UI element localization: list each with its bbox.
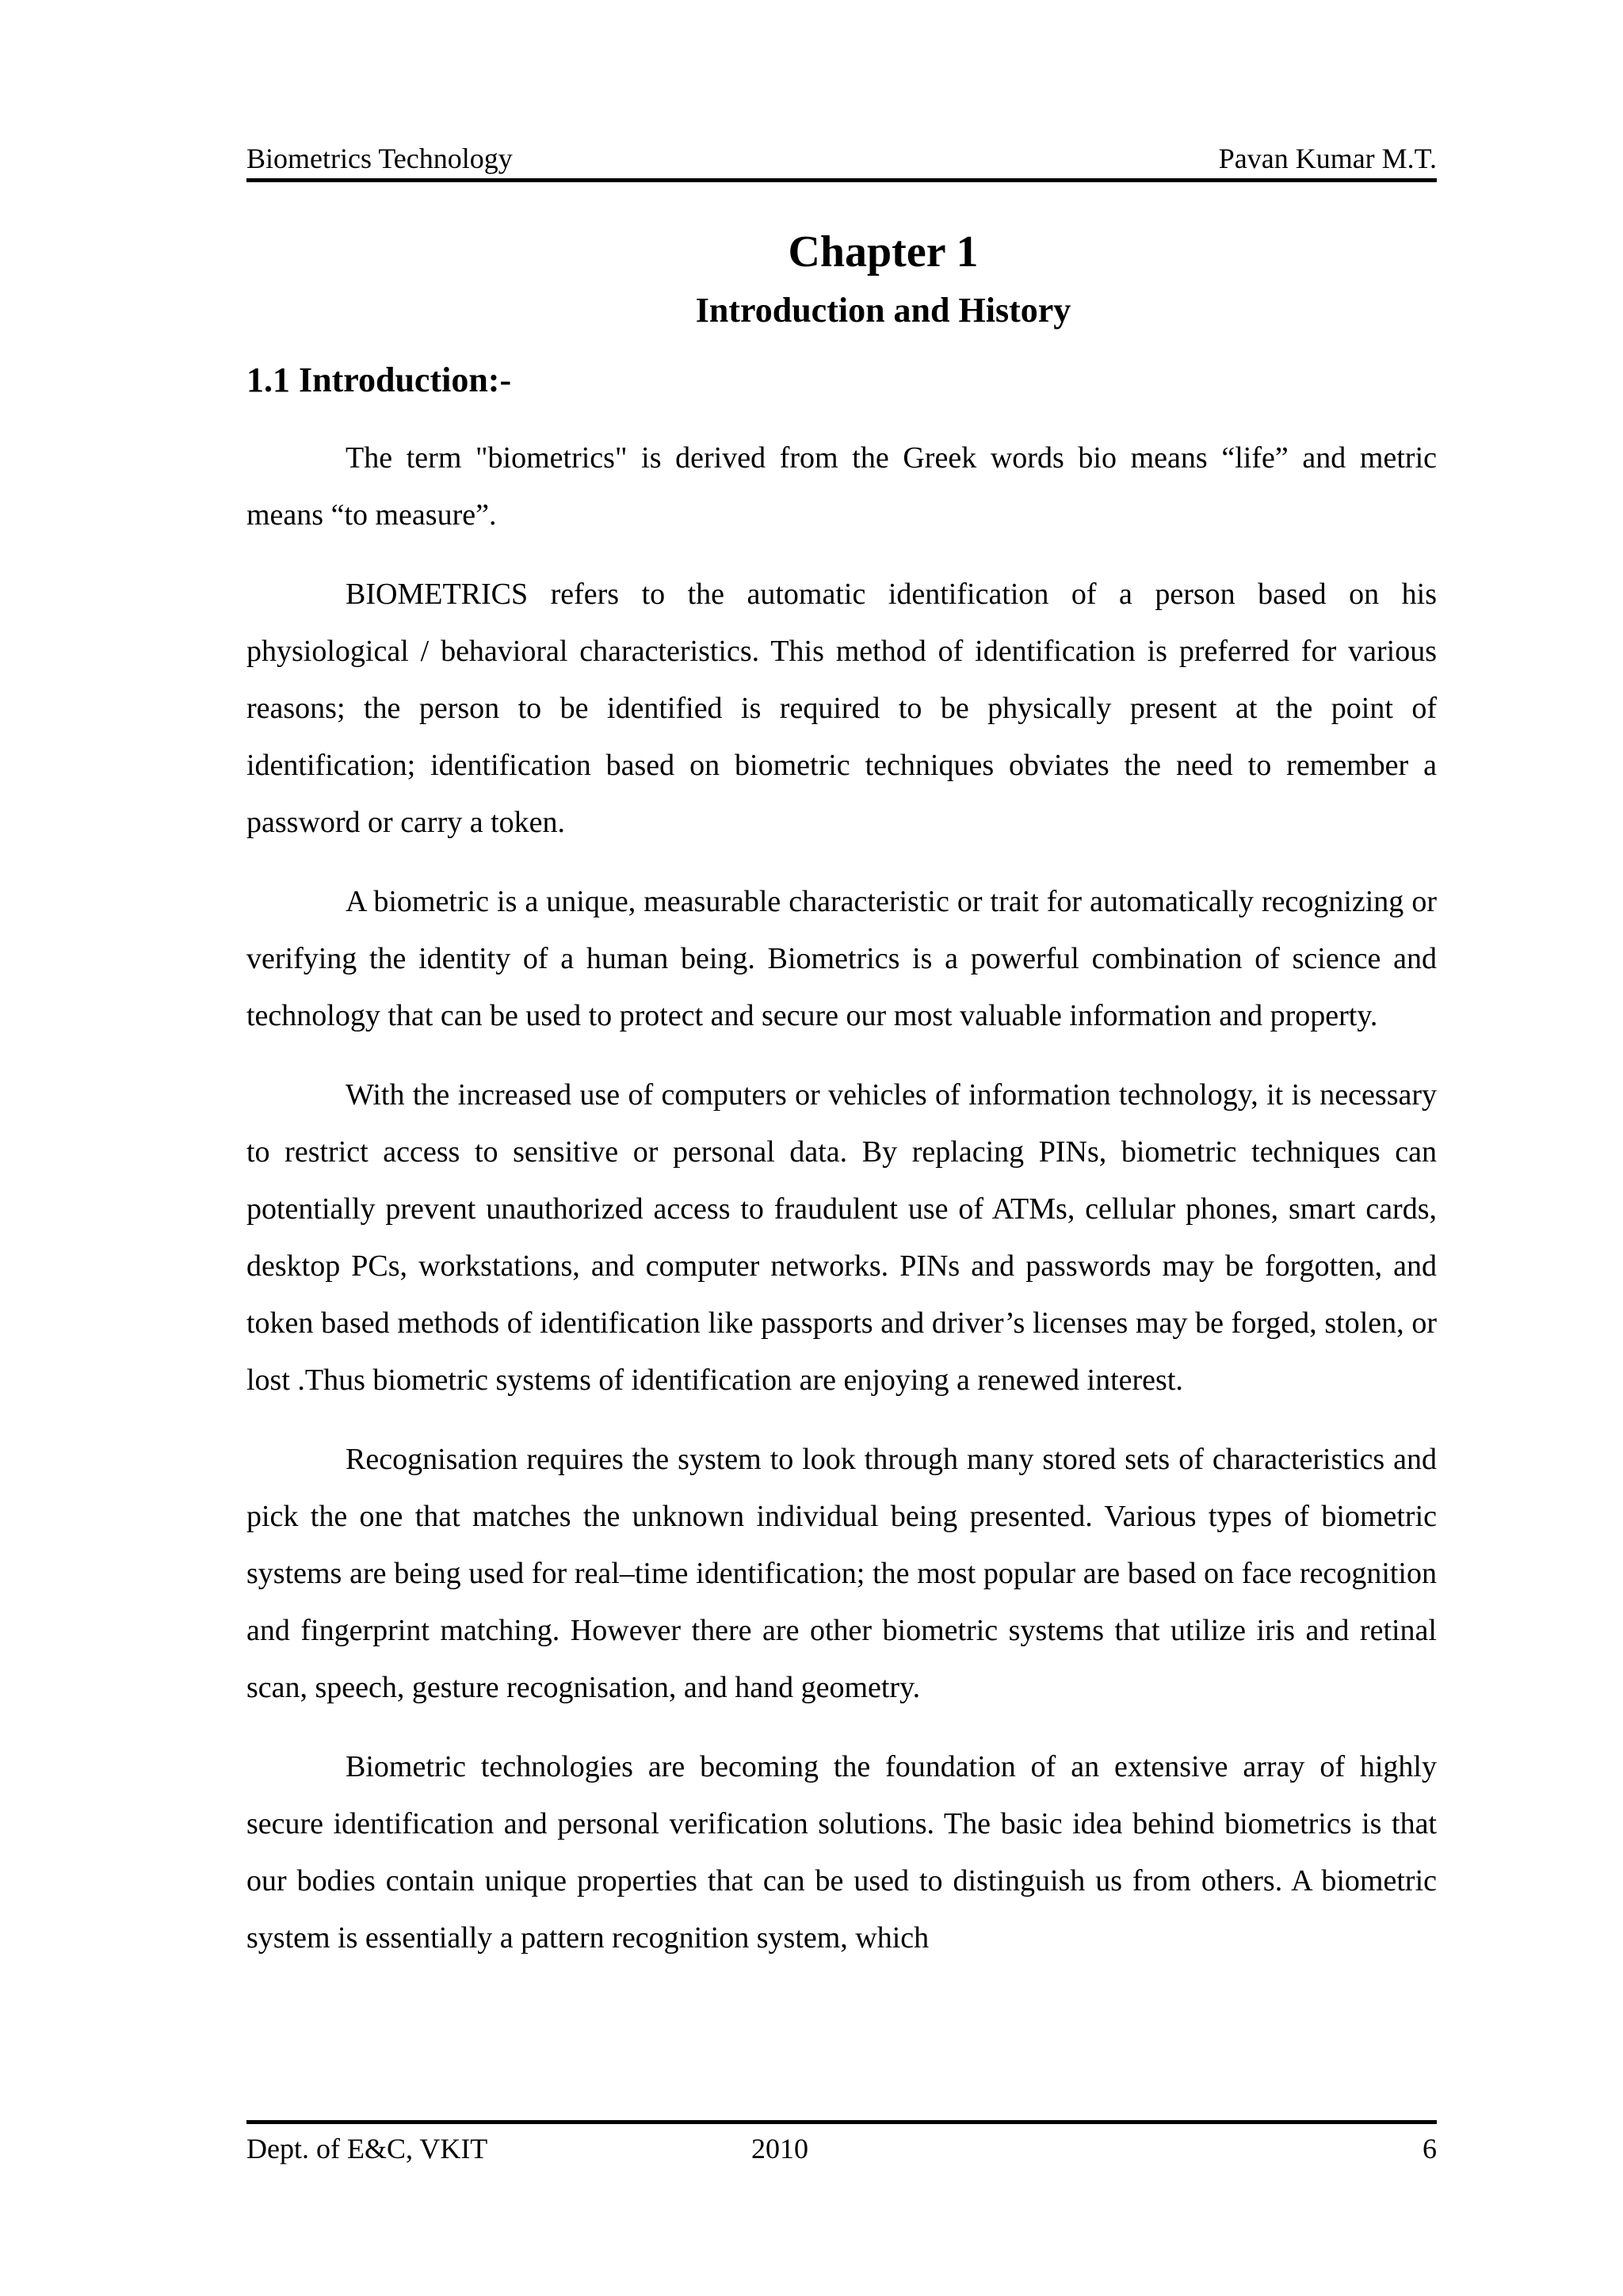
- chapter-title: Chapter 1: [788, 227, 979, 277]
- header-author: Pavan Kumar M.T.: [1218, 143, 1437, 174]
- paragraph: With the increased use of computers or vehicles of information technology, it is necessary to restrict access to sensitive or personal data. By replacing PINs, biometric techniques can potentially prevent unauthorized access to fraudulent use of ATMs, cellular phones, smart cards, desktop PCs, workstations, and computer networks. PINs and passwords may be forgotten, and token based methods of identification like passports and driver’s licenses may be forged, stolen, or lost .Thus biometric systems of identification are enjoying a renewed interest.: [246, 1078, 1437, 1397]
- paragraph: Recognisation requires the system to look through many stored sets of characteristics and pick the one that matches the unknown individual being presented. Various types of biometric systems are being used for real–time identification; the most popular are based on face recognition and fingerprint matching. However there are other biometric systems that utilize iris and retinal scan, speech, gesture recognisation, and hand geometry.: [246, 1443, 1437, 1704]
- paragraph: The term "biometrics" is derived from the Greek words bio means “life” and metric means “to measure”.: [246, 441, 1437, 532]
- page-footer: [246, 2120, 1437, 2168]
- page-header: [246, 143, 1437, 182]
- page-content: [246, 220, 1437, 1966]
- header-title: Biometrics Technology: [246, 143, 513, 174]
- chapter-subtitle: Introduction and History: [695, 291, 1071, 330]
- paragraph: BIOMETRICS refers to the automatic identification of a person based on his physiological / behavioral characteristics. This method of identification is preferred for various reasons; the person to be identified is required to be physically present at the point of identification; identification based on biometric techniques obviates the need to remember a password or carry a token.: [246, 578, 1437, 839]
- footer-department: Dept. of E&C, VKIT: [246, 2133, 488, 2164]
- paragraph: Biometric technologies are becoming the foundation of an extensive array of highly secure identification and personal verification solutions. The basic idea behind biometrics is that our bodies contain unique properties that can be used to distinguish us from others. A biometric system is essentially a pattern recognition system, which: [246, 1750, 1437, 1955]
- footer-year: 2010: [751, 2133, 808, 2164]
- paragraph: A biometric is a unique, measurable characteristic or trait for automatically recognizing or verifying the identity of a human being. Biometrics is a powerful combination of science and technology that can be used to protect and secure our most valuable information and property.: [246, 885, 1437, 1032]
- section-title: 1.1 Introduction:-: [246, 360, 512, 399]
- page-number: 6: [1423, 2133, 1437, 2164]
